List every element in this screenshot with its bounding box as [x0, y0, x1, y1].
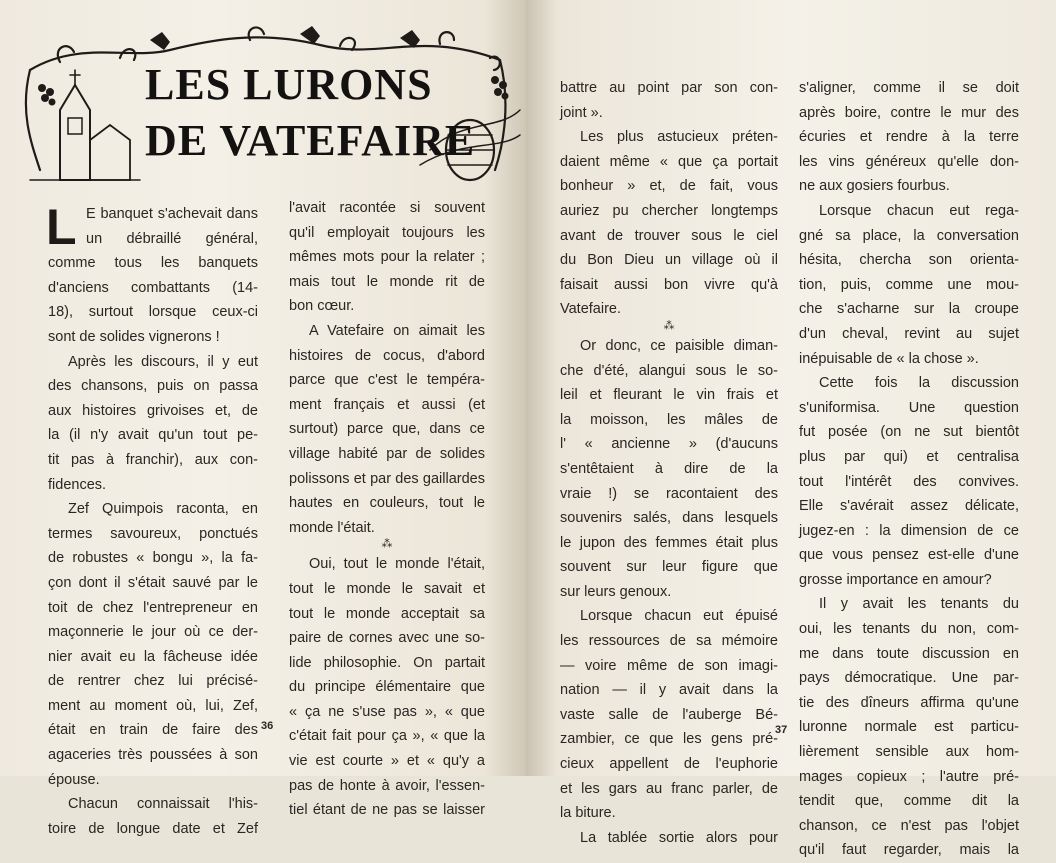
text-line: Il y avait les tenants du [819, 596, 1019, 613]
text-line: que vous pensez est-elle d'une [799, 547, 1019, 564]
text-line: Lorsque chacun eut épuisé [580, 608, 778, 625]
text-line: bon cœur. [289, 298, 355, 315]
text-line: auriez pu chercher longtemps [560, 202, 778, 219]
title-line-1: LES LURONS [145, 60, 433, 109]
text-line: qu'il faut regarder, mais la [799, 842, 1019, 859]
text-line: tendit que, comme dit la [799, 793, 1019, 810]
text-line: paire de cornes avec une so- [289, 630, 485, 647]
text-line: de robustes « bongu », la fa- [48, 550, 258, 567]
text-line: luronne normale est particu- [799, 719, 1019, 736]
text-line: s'entêtaient à dire de la [560, 460, 778, 477]
drop-cap: L [46, 199, 77, 255]
text-line: grosse importance en amour? [799, 571, 992, 588]
text-line: pas de honte à avoir, l'essen- [289, 777, 485, 794]
text-line: oui, les tenants du non, com- [799, 621, 1019, 638]
text-line: Elle s'avérait assez délicate, [799, 498, 1019, 515]
text-line: vaste salle de l'auberge Bé- [560, 706, 778, 723]
paragraph [799, 76, 1019, 199]
text-line: joint ». [560, 104, 603, 121]
text-line: le jupon des femmes était plus [560, 534, 778, 551]
text-line: écuries et rendre à la terre [799, 129, 1019, 146]
text-line: mais tout le monde rit de [289, 273, 485, 290]
text-line: s'uniformisa. Une question [799, 399, 1019, 416]
text-line: village habité par de solides [289, 445, 485, 462]
text-line: les ressources de sa mémoire [560, 633, 778, 650]
text-line: tout le monde acceptait sa [289, 605, 485, 622]
text-line: daient même « que ça portait [560, 153, 778, 170]
text-line: nier avait eu la fâcheuse idée [48, 648, 258, 665]
text-line: tie des dîneurs affirma qu'une [799, 694, 1019, 711]
text-line: sur leurs genoux. [560, 583, 672, 600]
text-line: polissons et par des gaillardes [289, 470, 485, 487]
text-line: tit pas à franchir), aux con- [48, 451, 258, 468]
text-line: vie est courte » et « qu'y a [289, 753, 485, 770]
text-line: Zef Quimpois raconta, en [68, 501, 258, 518]
page-number: 37 [775, 724, 788, 736]
text-line: souvent sur leur figure que [560, 559, 778, 576]
paragraph [46, 199, 258, 350]
text-line: tion, puis, comme une mou- [799, 276, 1019, 293]
text-line: Oui, tout le monde l'était, [309, 556, 485, 573]
paragraph [560, 604, 778, 825]
text-line: histoires de cocus, d'abord [289, 347, 485, 364]
text-line: che d'été, alangui sous le so- [560, 362, 778, 379]
paragraph [799, 371, 1019, 592]
text-line: la biture. [560, 805, 616, 822]
text-line: cieux appellent de l'euphorie [560, 756, 778, 773]
text-line: « ça ne s'use pas », « que [289, 703, 485, 720]
text-line: s'aligner, comme il se doit [799, 80, 1019, 96]
text-line: d'un cheval, revint au sujet [799, 325, 1019, 342]
text-line: surtout) parce que, dans ce [289, 421, 485, 438]
text-line: fidences. [48, 476, 107, 493]
text-line: un débraillé général, [86, 230, 258, 247]
text-line: aux histoires grivoises et, de [48, 402, 258, 419]
text-line: gné sa place, la conversation [799, 227, 1019, 244]
left-page [0, 0, 526, 837]
text-line: était en train de faire des [48, 722, 258, 739]
text-line: les vins généreux qu'elle don- [799, 153, 1019, 170]
text-line: — voire même de son imagi- [560, 657, 778, 674]
text-line: pays démocratique. Une par- [799, 670, 1019, 687]
text-line: hautes en couleurs, tout le [289, 495, 485, 512]
text-line: ment au moment où, lui, Zef, [48, 697, 258, 714]
text-line: et les gars au franc parler, de [560, 780, 778, 797]
text-line: 18), surtout lorsque ceux-ci [48, 304, 258, 321]
text-line: Vatefaire. [560, 301, 621, 318]
text-line: de rentrer chez lui précisé- [48, 673, 258, 690]
text-line: La tablée sortie alors pour [580, 829, 778, 846]
text-line: qu'il employait toujours les [289, 224, 485, 241]
text-line: Après les discours, il y eut [68, 353, 258, 370]
text-line: hésita, chercha son orienta- [799, 252, 1019, 269]
text-line: sont de solides vignerons ! [48, 328, 220, 345]
text-line: agaceries très poussées à son [48, 747, 258, 764]
text-line: bonheur » et, de fait, vous [560, 178, 778, 195]
text-line: tout le monde le savait et [289, 580, 485, 597]
text-line: parce que c'est le tempéra- [289, 372, 485, 389]
text-line: Les plus astucieux préten- [580, 129, 778, 146]
text-line: çon dont il s'était sauvé par le [48, 574, 258, 591]
text-line: Chacun connaissait l'his- [68, 796, 258, 813]
section-separator: ⁂ [381, 538, 393, 551]
text-line: fut posée (on ne sut bientôt [799, 424, 1019, 441]
text-line: des chansons, puis on passa [48, 378, 258, 395]
text-line: leil et fleurant le vin frais et [560, 387, 778, 404]
column-right-1 [560, 76, 778, 850]
text-line: chanson, ce n'est pas l'objet [799, 817, 1019, 834]
text-line: lièrement sensible aux hom- [799, 744, 1019, 761]
paragraph [48, 497, 258, 792]
paragraph [560, 826, 778, 851]
text-line: toit de chez l'entrepreneur en [48, 599, 258, 616]
text-line: d'anciens combattants (14- [48, 279, 258, 296]
paragraph [289, 552, 485, 823]
text-line: Lorsque chacun eut rega- [819, 202, 1019, 219]
text-line: A Vatefaire on aimait les [309, 322, 485, 339]
text-line: tout l'intérêt des convives. [799, 473, 1019, 490]
text-line: la (il n'y avait qu'un tout pe- [48, 427, 258, 444]
text-line: E banquet s'achevait dans [86, 206, 258, 222]
text-line: toire de longue date et Zef [48, 820, 258, 837]
text-line: l'avait racontée si souvent [289, 200, 485, 216]
section-separator: ⁂ [663, 319, 675, 332]
column-left-1 [46, 199, 258, 841]
title-line-2: DE VATEFAIRE [145, 116, 476, 165]
column-left-2 [289, 196, 485, 823]
paragraph [560, 76, 778, 125]
paragraph [48, 792, 258, 841]
text-line: zambier, ce que les gens pré- [560, 731, 778, 748]
text-line: souvenirs salés, dans lesquels [560, 510, 778, 527]
paragraph [289, 319, 485, 540]
paragraph [48, 350, 258, 498]
paragraph [560, 334, 778, 605]
text-line: termes savoureux, ponctués [48, 525, 258, 542]
text-line: du Bon Dieu un village où il [560, 252, 778, 269]
text-line: faisait aussi bon vivre qu'à [560, 276, 778, 293]
text-line: mêmes mots pour la relater ; [289, 249, 485, 266]
page-number: 36 [261, 720, 274, 732]
text-line: du principe élémentaire que [289, 679, 485, 696]
text-line: ne aux gosiers fourbus. [799, 178, 950, 195]
text-line: plus par qui) et centralisa [799, 448, 1019, 465]
text-line: c'était fait pour ça », « que la [289, 728, 485, 745]
text-line: ment français et aussi (et [289, 396, 485, 413]
paragraph [560, 125, 778, 322]
right-page [526, 0, 1056, 859]
text-line: nation — il y avait dans la [560, 682, 778, 699]
text-line: après boire, contre le mur des [799, 104, 1019, 121]
paragraph [289, 196, 485, 319]
text-line: monde l'était. [289, 519, 375, 536]
text-line: la moisson, les mâles de [560, 411, 778, 428]
text-line: che s'acharne sur la croupe [799, 301, 1019, 318]
text-line: me dans toute discussion en [799, 645, 1019, 662]
text-line: épouse. [48, 771, 100, 788]
text-line: inépuisable de « la chose ». [799, 350, 979, 367]
text-line: tiel étant de ne pas se laisser [289, 802, 485, 819]
text-line: l' « ancienne » (d'aucuns [560, 436, 778, 453]
paragraph [799, 199, 1019, 371]
paragraph [799, 592, 1019, 863]
text-line: Or donc, ce paisible diman- [580, 337, 778, 354]
text-line: jugez-en : la dimension de ce [799, 522, 1019, 539]
text-line: vraie !) se racontaient des [560, 485, 778, 502]
text-line: battre au point par son con- [560, 80, 778, 96]
text-line: Cette fois la discussion [819, 375, 1019, 392]
text-line: avant de trouver sous le ciel [560, 227, 778, 244]
column-right-2 [799, 76, 1019, 863]
text-line: lide philosophie. On partait [289, 654, 485, 671]
text-line: comme tous les banquets [48, 255, 258, 272]
text-line: maçonnerie le jour où ce der- [48, 624, 258, 641]
text-line: mages copieux ; l'autre pré- [799, 768, 1019, 785]
